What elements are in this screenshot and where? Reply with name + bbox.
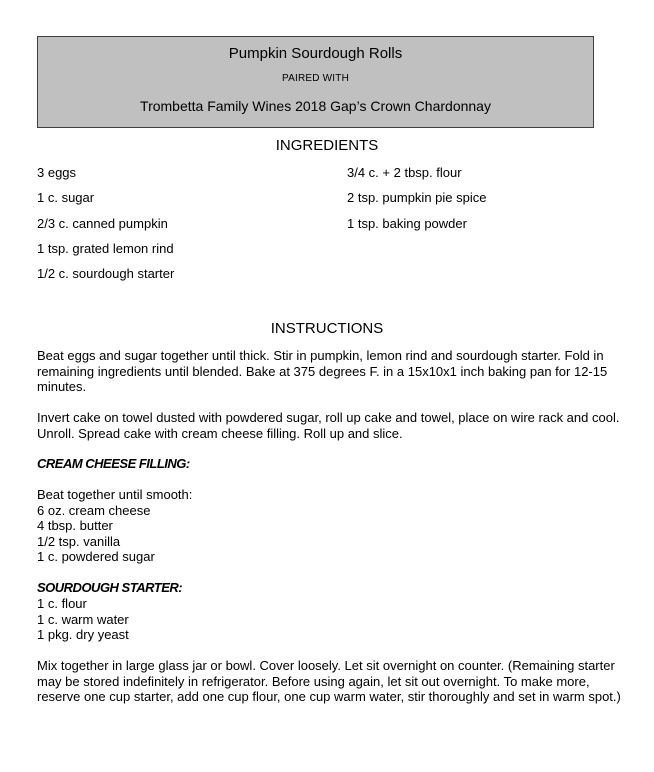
sourdough-starter-list: [37, 596, 129, 643]
list-item: 1 pkg. dry yeast: [37, 627, 129, 642]
ingredient-item: 3/4 c. + 2 tbsp. flour: [347, 165, 462, 180]
cream-cheese-intro: Beat together until smooth:: [37, 487, 193, 502]
sourdough-starter-note: [37, 658, 622, 705]
instructions-text: Invert cake on towel dusted with powdered sugar, roll up cake and towel, place on wire rack and cool. Unroll. Spread cake with cream cheese filling. Roll up and slice.: [37, 410, 620, 441]
wine-name: Trombetta Family Wines 2018 Gap’s Crown Chardonnay: [140, 98, 491, 114]
cream-cheese-heading: CREAM CHEESE FILLING:: [37, 456, 190, 471]
ingredient-item: 2/3 c. canned pumpkin: [37, 215, 168, 231]
instructions-text: Beat eggs and sugar together until thick. Stir in pumpkin, lemon rind and sourdough starter. Fold in remaining ingredients until blended. Bake at 375 degrees F. in a 15x10x1 inch baking pan for 12-15 minutes.: [37, 348, 608, 395]
ingredient-item: 2 tsp. pumpkin pie spice: [347, 190, 487, 206]
list-item: 6 oz. cream cheese: [37, 502, 151, 518]
ingredient-item: 1 tsp. grated lemon rind: [37, 240, 174, 256]
starter-note-text: Mix together in large glass jar or bowl. Cover loosely. Let sit overnight on counter. (Remaining starter may be stored indefinitely in refrigerator. Before using again, let sit out overnight. To make more, reserve one cup starter, add one cup flour, one cup warm water, stir thoroughly and set in warm spot.): [37, 658, 621, 705]
recipe-header: [37, 36, 594, 128]
paired-with-label: PAIRED WITH: [281, 73, 349, 84]
ingredient-item: 3 eggs: [37, 165, 77, 180]
ingredient-item: 1/2 c. sourdough starter: [37, 266, 175, 282]
recipe-title: Pumpkin Sourdough Rolls: [228, 45, 403, 62]
instructions-heading: INSTRUCTIONS: [270, 320, 384, 337]
instructions-paragraph-1: [37, 348, 622, 395]
ingredients-heading: INGREDIENTS: [275, 137, 379, 154]
list-item: 1/2 tsp. vanilla: [37, 533, 121, 549]
list-item: 1 c. warm water: [37, 611, 129, 627]
cream-cheese-list: [37, 487, 192, 565]
sourdough-starter-heading: SOURDOUGH STARTER:: [37, 580, 183, 595]
ingredients-right-column: [347, 165, 486, 241]
list-item: 1 c. powdered sugar: [37, 549, 155, 564]
ingredients-left-column: [37, 165, 174, 291]
ingredient-item: 1 tsp. baking powder: [347, 215, 467, 231]
list-item: 4 tbsp. butter: [37, 518, 113, 533]
ingredient-item: 1 c. sugar: [37, 190, 95, 206]
instructions-paragraph-2: [37, 410, 622, 441]
list-item: 1 c. flour: [37, 596, 87, 611]
